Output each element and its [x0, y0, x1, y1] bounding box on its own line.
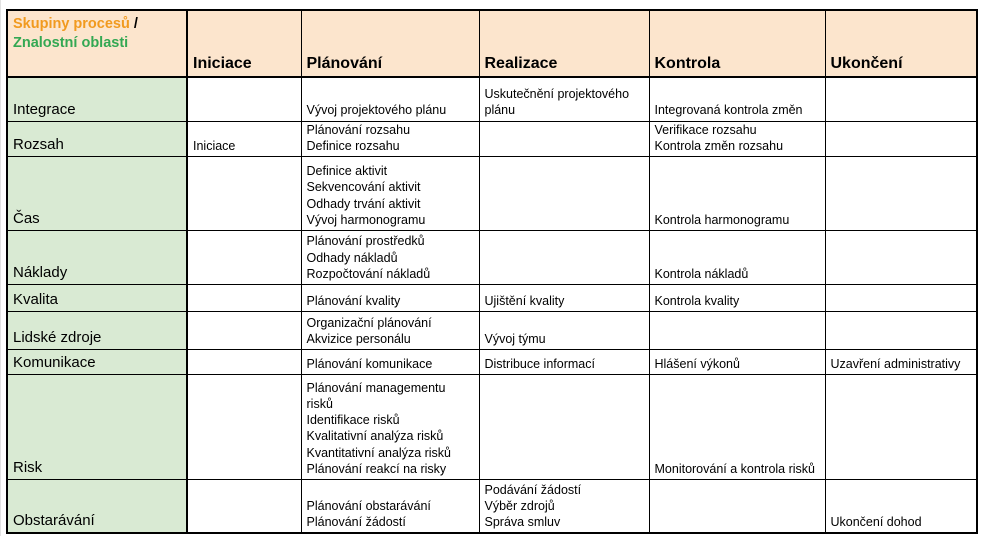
process-item: Identifikace risků	[306, 413, 400, 428]
process-cell-ukonceni[interactable]	[825, 156, 977, 230]
process-cell-ukonceni[interactable]	[825, 479, 977, 533]
process-item: Plánování kvality	[306, 293, 401, 308]
process-cell-realizace[interactable]	[479, 230, 649, 284]
knowledge-areas-label: Znalostní oblasti	[13, 35, 129, 51]
table-row	[7, 479, 977, 533]
process-item: Uskutečnění projektového plánu	[484, 87, 630, 118]
process-cell-planovani[interactable]	[301, 284, 479, 311]
process-item: Verifikace rozsahu	[654, 122, 757, 137]
table-row	[7, 349, 977, 374]
process-item: Ukončení dohod	[830, 515, 922, 530]
process-cell-iniciace[interactable]	[187, 311, 301, 349]
process-item: Podávání žádostí	[484, 482, 582, 497]
process-cell-kontrola[interactable]	[649, 479, 825, 533]
process-item: Plánování žádostí	[306, 515, 406, 530]
process-item: Výběr zdrojů	[484, 499, 555, 513]
table-row	[7, 284, 977, 311]
process-cell-iniciace[interactable]	[187, 349, 301, 374]
column-header-iniciace: Iniciace	[187, 10, 301, 77]
process-cell-kontrola[interactable]	[649, 284, 825, 311]
process-cell-realizace[interactable]	[479, 479, 649, 533]
knowledge-area-cell[interactable]: Náklady	[7, 230, 187, 284]
process-item: Kontrola změn rozsahu	[654, 138, 784, 153]
process-cell-ukonceni[interactable]	[825, 230, 977, 284]
process-cell-ukonceni[interactable]	[825, 284, 977, 311]
knowledge-area-cell[interactable]: Rozsah	[7, 121, 187, 156]
process-cell-ukonceni[interactable]	[825, 349, 977, 374]
process-cell-planovani[interactable]	[301, 77, 479, 121]
process-cell-realizace[interactable]	[479, 121, 649, 156]
process-cell-planovani[interactable]	[301, 349, 479, 374]
process-cell-iniciace[interactable]	[187, 156, 301, 230]
process-cell-realizace[interactable]	[479, 77, 649, 121]
knowledge-area-cell[interactable]: Komunikace	[7, 349, 187, 374]
process-item: Definice rozsahu	[306, 138, 400, 153]
process-item: Iniciace	[193, 138, 236, 153]
process-cell-realizace[interactable]	[479, 156, 649, 230]
process-item: Akvizice personálu	[306, 331, 411, 346]
header-row	[7, 10, 977, 77]
process-cell-realizace[interactable]	[479, 284, 649, 311]
table-row	[7, 230, 977, 284]
process-item: Odhady nákladů	[306, 250, 398, 265]
process-item: Organizační plánování	[306, 315, 432, 330]
process-item: Uzavření administrativy	[830, 356, 961, 371]
process-item: Kvalitativní analýza risků	[306, 429, 444, 444]
process-item: Hlášení výkonů	[654, 356, 740, 371]
process-cell-kontrola[interactable]	[649, 121, 825, 156]
column-header-planovani: Plánování	[301, 10, 479, 77]
process-cell-iniciace[interactable]	[187, 374, 301, 479]
process-item: Vývoj harmonogramu	[306, 212, 426, 227]
process-cell-ukonceni[interactable]	[825, 311, 977, 349]
process-cell-planovani[interactable]	[301, 230, 479, 284]
process-item: Správa smluv	[484, 515, 561, 530]
knowledge-area-cell[interactable]: Čas	[7, 156, 187, 230]
process-item: Plánování reakcí na risky	[306, 461, 447, 476]
process-item: Monitorování a kontrola risků	[654, 461, 815, 476]
process-cell-ukonceni[interactable]	[825, 374, 977, 479]
process-item: Kontrola harmonogramu	[654, 212, 790, 227]
process-item: Rozpočtování nákladů	[306, 266, 431, 281]
process-item: Definice aktivit	[306, 164, 388, 179]
process-cell-ukonceni[interactable]	[825, 121, 977, 156]
knowledge-area-cell[interactable]: Kvalita	[7, 284, 187, 311]
process-cell-realizace[interactable]	[479, 311, 649, 349]
process-cell-planovani[interactable]	[301, 156, 479, 230]
process-knowledge-matrix	[6, 9, 978, 534]
process-item: Ujištění kvality	[484, 293, 565, 308]
process-cell-realizace[interactable]	[479, 349, 649, 374]
process-cell-kontrola[interactable]	[649, 311, 825, 349]
knowledge-area-cell[interactable]: Obstarávání	[7, 479, 187, 533]
process-item: Vývoj týmu	[484, 331, 546, 346]
column-header-realizace: Realizace	[479, 10, 649, 77]
table-row	[7, 156, 977, 230]
process-cell-ukonceni[interactable]	[825, 77, 977, 121]
process-item: Kontrola nákladů	[654, 266, 749, 281]
process-cell-planovani[interactable]	[301, 479, 479, 533]
process-cell-iniciace[interactable]	[187, 77, 301, 121]
process-item: Plánování obstarávání	[306, 499, 431, 513]
process-item: Plánování komunikace	[306, 356, 433, 371]
column-header-kontrola: Kontrola	[649, 10, 825, 77]
process-cell-iniciace[interactable]	[187, 121, 301, 156]
knowledge-area-cell[interactable]: Risk	[7, 374, 187, 479]
process-item: Kontrola kvality	[654, 293, 740, 308]
process-cell-realizace[interactable]	[479, 374, 649, 479]
corner-header-cell	[7, 10, 187, 77]
header-slash: /	[129, 16, 138, 32]
process-cell-iniciace[interactable]	[187, 230, 301, 284]
process-item: Odhady trvání aktivit	[306, 196, 421, 211]
process-item: Vývoj projektového plánu	[306, 103, 447, 118]
process-cell-kontrola[interactable]	[649, 349, 825, 374]
process-cell-kontrola[interactable]	[649, 77, 825, 121]
process-cell-iniciace[interactable]	[187, 479, 301, 533]
process-item: Plánování prostředků	[306, 234, 425, 249]
process-item: Distribuce informací	[484, 356, 595, 371]
process-item: Plánování managementu risků	[306, 380, 446, 411]
column-header-ukonceni: Ukončení	[825, 10, 977, 77]
process-cell-kontrola[interactable]	[649, 230, 825, 284]
table-row	[7, 77, 977, 121]
process-item: Integrovaná kontrola změn	[654, 103, 803, 118]
table-row	[7, 121, 977, 156]
process-cell-iniciace[interactable]	[187, 284, 301, 311]
process-item: Sekvencování aktivit	[306, 180, 421, 195]
process-cell-planovani[interactable]	[301, 374, 479, 479]
process-cell-planovani[interactable]	[301, 121, 479, 156]
knowledge-area-cell[interactable]: Integrace	[7, 77, 187, 121]
process-item: Plánování rozsahu	[306, 122, 411, 137]
process-groups-label: Skupiny procesů	[13, 16, 130, 32]
process-cell-planovani[interactable]	[301, 311, 479, 349]
knowledge-area-cell[interactable]: Lidské zdroje	[7, 311, 187, 349]
table-row	[7, 374, 977, 479]
process-item: Kvantitativní analýza risků	[306, 445, 452, 460]
table-row	[7, 311, 977, 349]
process-cell-kontrola[interactable]	[649, 374, 825, 479]
process-cell-kontrola[interactable]	[649, 156, 825, 230]
